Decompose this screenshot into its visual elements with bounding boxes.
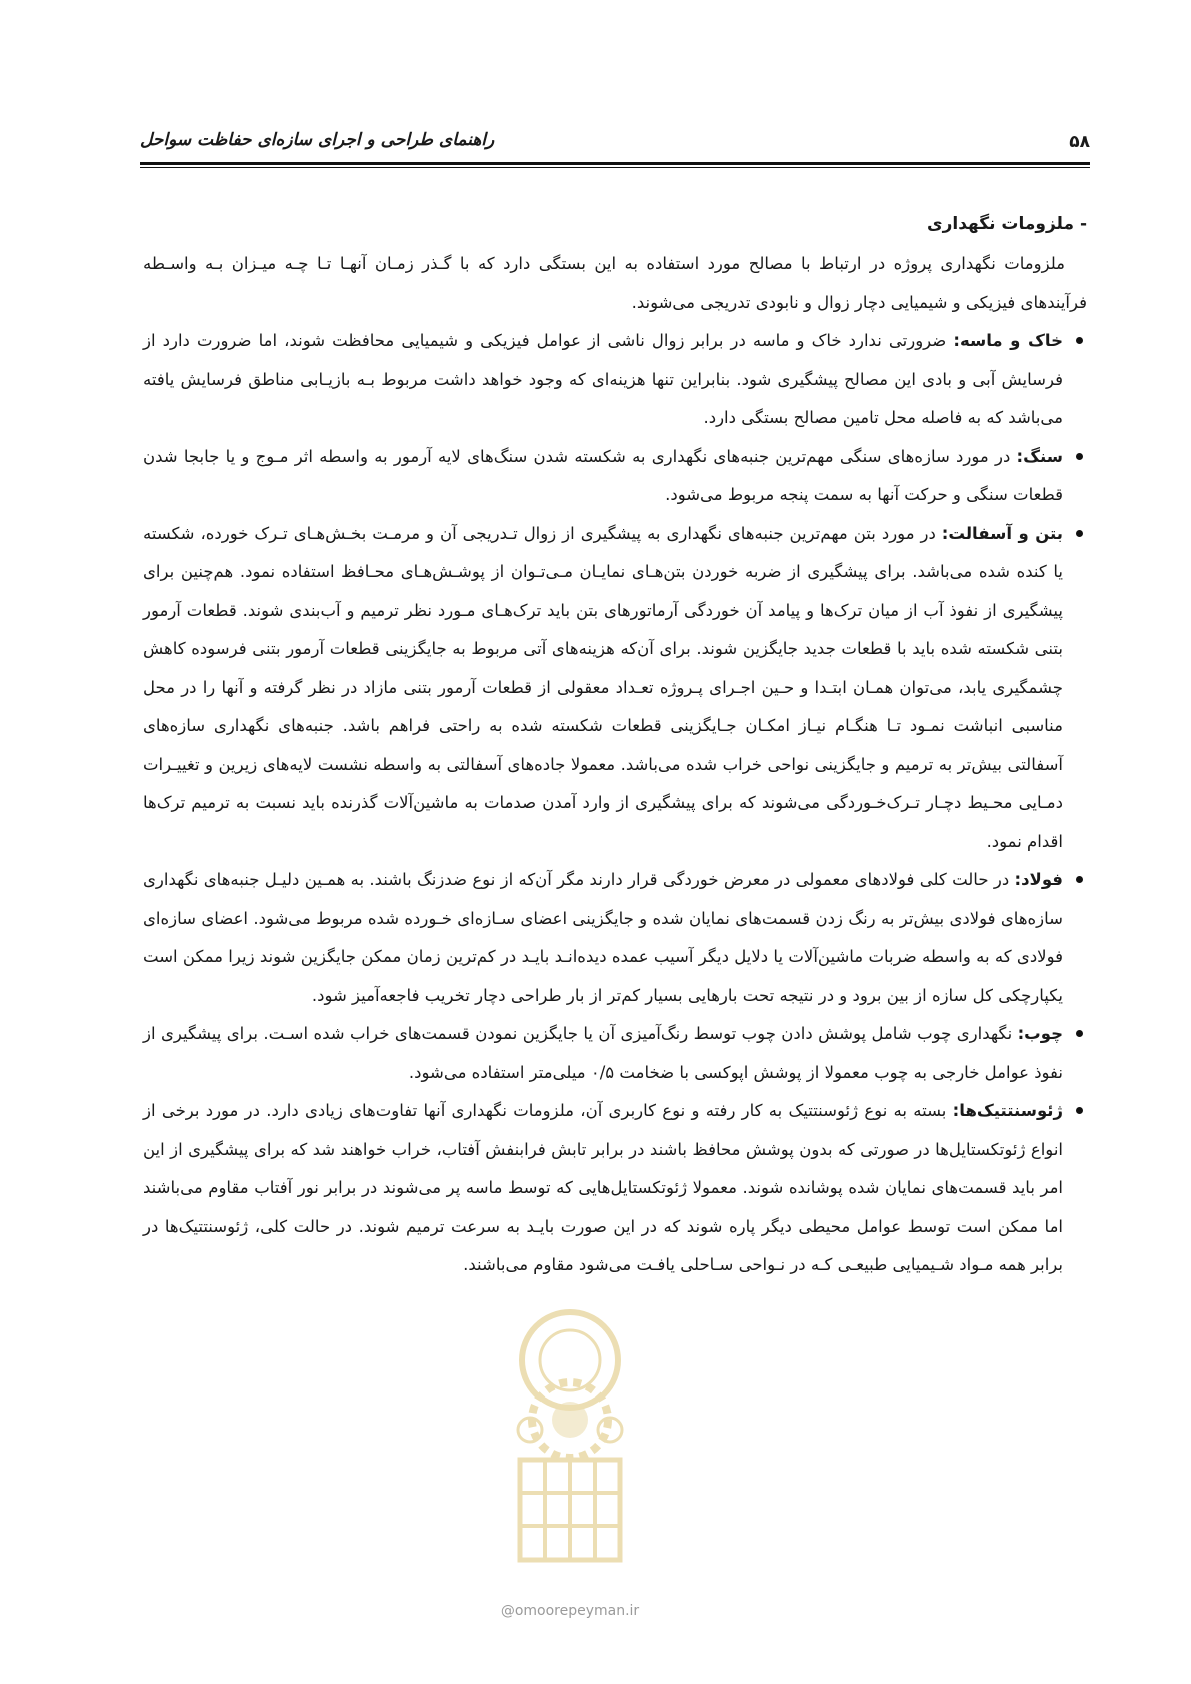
- list-item-concrete-asphalt: [143, 515, 1087, 862]
- list-item-stone: [143, 438, 1087, 515]
- watermark-url: @omoorepeyman.ir: [500, 1603, 640, 1619]
- item-term: فولاد:: [1014, 870, 1063, 889]
- item-text: بسته به نوع ژئوسنتتیک به کار رفته و نوع کاربری آن، ملزومات نگهداری آنها تفاوت‌های زیادی دارد. در مورد برخی از انواع ژئوتکستایل‌ها در صورتی که بدون پوشش محافظ باشند در برابر تابش فرابنفش آفتاب، خراب خواهند شد که برای پیشگیری از این امر باید قسمت‌های نمایان شده پوشانده شوند. معمولا ژئوتکستایل‌هایی که توسط ماسه پر می‌شوند در برابر نور آفتاب مقاوم می‌باشند اما ممکن است توسط عوامل محیطی دیگر پاره شوند که در این صورت بایـد به سرعت ترمیم شوند. در حالت کلی، ژئوسنتتیک‌ها در برابر همه مـواد شـیمیایی طبیعـی کـه در نـواحی سـاحلی یافـت می‌شود مقاوم می‌باشند.: [143, 1101, 1063, 1274]
- item-text: ضرورتی ندارد خاک و ماسه در برابر زوال ناشی از عوامل فیزیکی و شیمیایی محافظت شوند، اما ضرورت دارد از فرسایش آبی و بادی این مصالح پیشگیری شود. بنابراین تنها هزینه‌ای که وجود خواهد داشت مربوط بـه بازیـابی مناطق فرسایش یافته می‌باشد که به فاصله محل تامین مصالح بستگی دارد.: [143, 331, 1063, 427]
- watermark-logo-icon: [490, 1300, 650, 1580]
- item-text: در حالت کلی فولادهای معمولی در معرض خوردگی قرار دارند مگر آن‌که از نوع ضدزنگ باشند. به همـین دلیـل جنبه‌های نگهداری سازه‌های فولادی بیش‌تر به رنگ زدن قسمت‌های نمایان شده و جایگزینی اعضای سـازه‌ای خـورده شده مربوط می‌شود. اعضای سازه‌ای فولادی که به واسطه ضربات ماشین‌آلات یا دلایل دیگر آسیب عمده دیده‌انـد بایـد در کم‌ترین زمان ممکن جایگزین شوند زیرا ممکن است یکپارچکی کل سازه از بین برود و در نتیجه تحت بارهایی بسیار کم‌تر از بار طراحی دچار تخریب فاجعه‌آمیز شود.: [143, 870, 1063, 1005]
- list-item-soil-sand: [143, 322, 1087, 438]
- list-item-wood: [143, 1015, 1087, 1092]
- list-item-steel: [143, 861, 1087, 1015]
- page-header: [140, 128, 1090, 165]
- item-text: نگهداری چوب شامل پوشش دادن چوب توسط رنگ‌آمیزی آن یا جایگزین نمودن قسمت‌های خراب شده اسـت. برای پیشگیری از نفوذ عوامل خارجی به چوب معمولا از پوشش اپوکسی با ضخامت ۰/۵ میلی‌متر استفاده می‌شود.: [143, 1024, 1063, 1082]
- running-title: راهنمای طراحی و اجرای سازه‌ای حفاظت سواحل: [140, 130, 495, 150]
- bullet-icon: [1076, 337, 1083, 344]
- section-heading: - ملزومات نگهداری: [927, 214, 1087, 234]
- bullet-icon: [1076, 1030, 1083, 1037]
- page-number: ۵۸: [1069, 132, 1090, 152]
- item-text: در مورد سازه‌های سنگی مهم‌ترین جنبه‌های نگهداری به شکسته شدن سنگ‌های لایه آرمور به واسطه اثر مـوج و یا جابجا شدن قطعات سنگی و حرکت آنها به سمت پنجه مربوط می‌شود.: [143, 446, 1063, 504]
- header-rule: [140, 167, 1090, 168]
- page-body: [143, 205, 1087, 1285]
- item-term: خاک و ماسه:: [953, 331, 1063, 350]
- bullet-icon: [1076, 530, 1083, 537]
- bullet-icon: [1076, 1107, 1083, 1114]
- item-text: در مورد بتن مهم‌ترین جنبه‌های نگهداری به پیشگیری از زوال تـدریجی آن و مرمـت بخـش‌هـای تـرک خورده، شکسته یا کنده شده می‌باشد. برای پیشگیری از ضربه خوردن بتن‌هـای نمایـان مـی‌تـوان از پوشـش‌هـای محـافظ استفاده نمود. هم‌چنین برای پیشگیری از نفوذ آب از میان ترک‌ها و پیامد آن خوردگی آرماتورهای بتن باید ترک‌هـای مـورد نظر ترمیم و آب‌بندی شوند. قطعات آرمور بتنی شکسته شده باید با قطعات جدید جایگزین شوند. برای آن‌که هزینه‌های آتی مربوط به جایگزینی قطعات آرمور بتنی فرسوده کاهش چشمگیری یابد، می‌توان همـان ابتـدا و حـین اجـرای پـروژه تعـداد معقولی از قطعات آرمور بتنی مازاد در نظر گرفته و آنها را در محل مناسبی انباشت نمـود تـا هنگـام نیـاز امکـان جـایگزینی قطعات شکسته شده به راحتی فراهم باشد. جنبه‌های نگهداری سازه‌های آسفالتی بیش‌تر به ترمیم و جایگزینی نواحی خراب شده می‌باشد. معمولا جاده‌های آسفالتی به واسطه نشست لایه‌های زیرین و تغییـرات دمـایی محـیط دچـار تـرک‌خـوردگی می‌شوند که برای پیشگیری از وارد آمدن صدمات به ماشین‌آلات گذرنده باید نسبت به ترمیم ترک‌ها اقدام نمود.: [143, 523, 1063, 851]
- list-item-geosynthetics: [143, 1092, 1087, 1285]
- item-term: چوب:: [1017, 1024, 1063, 1043]
- maintenance-list: [143, 322, 1087, 1285]
- bullet-icon: [1076, 453, 1083, 460]
- item-term: سنگ:: [1016, 446, 1063, 466]
- item-term: بتن و آسفالت:: [941, 523, 1063, 543]
- item-term: ژئوسنتتیک‌ها:: [952, 1101, 1063, 1120]
- bullet-icon: [1076, 876, 1083, 883]
- intro-paragraph: ملزومات نگهداری پروژه در ارتباط با مصالح مورد استفاده به این بستگی دارد که با گـذر زمـان آنهـا تـا چـه میـزان بـه واسـطه فرآیندهای فیزیکی و شیمیایی دچار زوال و نابودی تدریجی می‌شوند.: [143, 254, 1087, 312]
